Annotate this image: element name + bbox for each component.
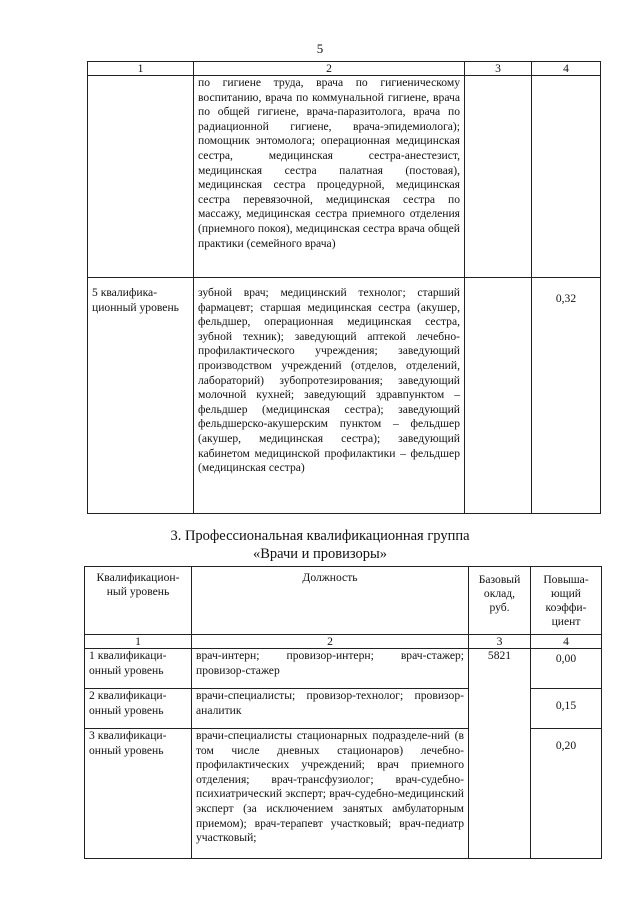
header-salary: Базовый оклад, руб.	[469, 567, 531, 635]
coef-cell	[532, 76, 601, 278]
column-number-row	[88, 62, 601, 76]
level-cell	[88, 76, 194, 278]
col-number-4: 4	[532, 62, 601, 76]
level-cell: 3 квалификаци-онный уровень	[85, 729, 192, 859]
positions-cell: зубной врач; медицинский технолог; старший фармацевт; старшая медицинская сестра (акушер, фельдшер, операционная медицинская сестра, зубной техник); заведующий аптекой лечебно-профилактического учреждения; заведующий производством учреждений (отделов, отделений, лабораторий) зубопротезирования; заведующий молочной кухней; заведующий здравпунктом – фельдшер (медицинская сестра); заведующий фельдшерско-акушерским пунктом – фельдшер (акушер, медицинская сестра); заведующий кабинетом медицинской профилактики – фельдшер (медицинская сестра)	[194, 278, 465, 514]
level-cell: 2 квалификаци-онный уровень	[85, 689, 192, 729]
header-coef: Повыша-ющий коэффи-циент	[531, 567, 602, 635]
col-number-2: 2	[192, 635, 469, 649]
positions-cell: врачи-специалисты стационарных подразделе-ний (в том числе дневных стационаров) лечебно-профилактических учреждений; врач приемного отделения; врач-трансфузиолог; врач-судебно-психиатрический эксперт; врач-судебно-медицинский эксперт (за исключением занятых амбулаторным приемом); врач-терапевт участковый; врач-педиатр участковый;	[192, 729, 469, 859]
positions-cell: врачи-специалисты; провизор-технолог; провизор-аналитик	[192, 689, 469, 729]
section-title-line2: «Врачи и провизоры»	[252, 546, 388, 562]
level-cell: 5 квалифика-ционный уровень	[88, 278, 194, 514]
table-row	[88, 76, 601, 278]
salary-cell: 5821	[469, 649, 531, 859]
header-level: Квалификацион-ный уровень	[85, 567, 192, 635]
qualification-table-doctors	[84, 566, 602, 859]
section-title-line1: 3. Профессиональная квалификационная группа	[170, 528, 470, 544]
col-number-1: 1	[88, 62, 194, 76]
col-number-4: 4	[531, 635, 602, 649]
salary-cell	[465, 76, 532, 278]
table-row	[88, 278, 601, 514]
page-number: 5	[316, 41, 324, 56]
level-cell: 1 квалификаци-онный уровень	[85, 649, 192, 689]
qualification-table-continued	[87, 61, 601, 514]
column-number-row	[85, 635, 602, 649]
coef-cell: 0,32	[532, 278, 601, 514]
positions-cell: по гигиене труда, врача по гигиеническому воспитанию, врача по коммунальной гигиене, врача по общей гигиене, врача-паразитолога, врача по радиационной гигиене, врача-эпидемиолога); помощник энтомолога; операционная медицинская сестра, медицинская сестра-анестезист, медицинская сестра палатная (постовая), медицинская сестра процедурной, медицинская сестра перевязочной, медицинская сестра по массажу, медицинская сестра приемного отделения (приемного покоя), медицинская сестра врача общей практики (семейного врача)	[194, 76, 465, 278]
coef-cell: 0,00	[531, 649, 602, 689]
coef-cell: 0,15	[531, 689, 602, 729]
col-number-2: 2	[194, 62, 465, 76]
positions-cell: врач-интерн; провизор-интерн; врач-стажер; провизор-стажер	[192, 649, 469, 689]
col-number-3: 3	[465, 62, 532, 76]
col-number-1: 1	[85, 635, 192, 649]
coef-cell: 0,20	[531, 729, 602, 859]
table-row	[85, 649, 602, 689]
salary-cell	[465, 278, 532, 514]
col-number-3: 3	[469, 635, 531, 649]
header-row	[85, 567, 602, 635]
header-position: Должность	[192, 567, 469, 635]
